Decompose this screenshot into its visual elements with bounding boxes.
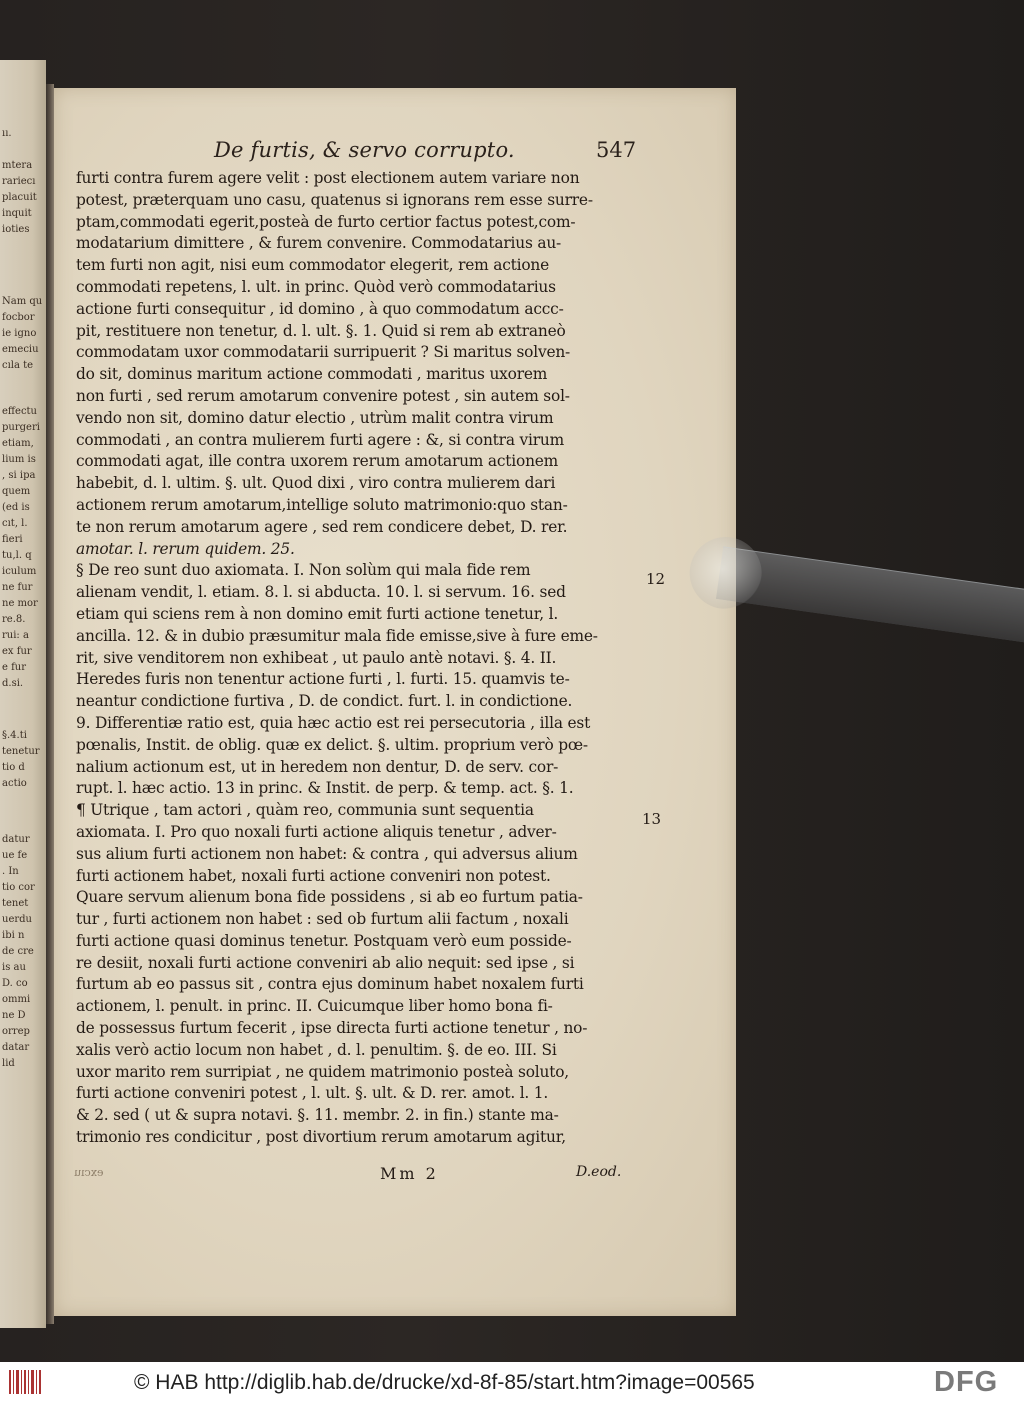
text-line: Heredes furis non tenentur actione furti , l. furti. 15. quamvis te-: [76, 670, 570, 689]
text-line: § De reo sunt duo axiomata. I. Non solùm qui mala fide rem: [76, 561, 531, 580]
running-head: De furtis, & servo corrupto.: [214, 138, 515, 162]
text-line: uxor marito rem surripiat , ne quidem matrimonio posteà soluto,: [76, 1062, 569, 1081]
text-line: re desiit, noxali furti actione conveniri ab alio nequit: sed ipse , si: [76, 953, 575, 972]
text-line: furti actionem habet, noxali furti actione conveniri non potest.: [76, 866, 551, 885]
text-line: ptam,commodati egerit,posteà de furto certior factus potest,com-: [76, 212, 576, 231]
dfg-logo: DFG: [934, 1366, 999, 1398]
text-line: furti actione conveniri potest , l. ult. §. ult. & D. rer. amot. l. 1.: [76, 1084, 549, 1103]
text-line: axiomata. I. Pro quo noxali furti actione aliquis tenetur , adver-: [76, 822, 557, 841]
text-line: amotar. l. rerum quidem. 25.: [76, 539, 295, 558]
show-through-text: excıu: [74, 1166, 104, 1179]
text-line: commodati agat, ille contra uxorem rerum amotarum actionem: [76, 452, 559, 471]
text-line: tur , furti actionem non habet : sed ob furtum alii factum , noxali: [76, 910, 569, 929]
body-text: [76, 168, 642, 1149]
text-line: tem furti non agit, nisi eum commodator elegerit, rem actione: [76, 256, 550, 275]
hab-barcode-icon: [8, 1368, 42, 1396]
text-line: rit, sive venditorem non exhibeat , ut paulo antè notavi. §. 4. II.: [76, 648, 557, 667]
text-line: pœnalis, Instit. de oblig. quæ ex delict. §. ultim. proprium verò pœ-: [76, 735, 588, 754]
text-line: ancilla. 12. & in dubio præsumitur mala fide emisse,sive à fure eme-: [76, 626, 598, 645]
text-line: commodati , an contra mulierem furti agere : &, si contra virum: [76, 430, 564, 449]
text-line: commodati repetens, l. ult. in princ. Quòd verò commodatarius: [76, 277, 556, 296]
copyright-url: © HAB http://diglib.hab.de/drucke/xd-8f-85/start.htm?image=00565: [134, 1371, 755, 1394]
text-line: furti actione quasi dominus tenetur. Postquam verò eum posside-: [76, 931, 572, 950]
text-line: xalis verò actio locum non habet , d. l. penultim. §. de eo. III. Si: [76, 1040, 557, 1059]
text-line: te non rerum amotarum agere , sed rem condicere debet, D. rer.: [76, 517, 568, 536]
text-line: ¶ Utrique , tam actori , quàm reo, communia sunt sequentia: [76, 801, 534, 820]
page-edge: [46, 84, 54, 1324]
text-line: & 2. sed ( ut & supra notavi. §. 11. membr. 2. in fin.) stante ma-: [76, 1106, 559, 1125]
text-line: alienam vendit, l. etiam. 8. l. si abducta. 10. l. si servum. 16. sed: [76, 583, 566, 602]
margin-number: 13: [642, 810, 662, 828]
text-line: non furti , sed rerum amotarum convenire potest , sin autem sol-: [76, 386, 570, 405]
text-line: do sit, dominus maritum actione commodati , maritus uxorem: [76, 365, 548, 384]
text-line: de possessus furtum fecerit , ipse directa furti actione tenetur , no-: [76, 1019, 588, 1038]
text-line: actionem, l. penult. in princ. II. Cuicumque liber homo bona fi-: [76, 997, 553, 1016]
page-number: 547: [596, 138, 637, 162]
text-line: etiam qui sciens rem à non domino emit furti actione tenetur, l.: [76, 604, 559, 623]
text-line: habebit, d. l. ultim. §. ult. Quod dixi , viro contra mulierem dari: [76, 474, 556, 493]
text-line: furti contra furem agere velit : post electionem autem variare non: [76, 169, 580, 187]
text-line: rupt. l. hæc actio. 13 in princ. & Instit. de perp. & temp. act. §. 1.: [76, 779, 574, 798]
text-line: modatarium dimittere , & furem convenire. Commodatarius au-: [76, 234, 562, 253]
footer-bar: [0, 1362, 1024, 1402]
text-line: 9. Differentiæ ratio est, quia hæc actio est rei persecutoria , illa est: [76, 713, 591, 732]
text-line: pit, restituere non tenetur, d. l. ult. §. 1. Quid si rem ab extraneò: [76, 321, 566, 340]
text-line: sus alium furti actionem non habet: & contra , qui adversus alium: [76, 844, 578, 863]
text-line: trimonio res condicitur , post divortium rerum amotarum agitur,: [76, 1128, 566, 1147]
catchword: D.eod.: [576, 1164, 622, 1180]
text-line: potest, præterquam uno casu, quatenus si ignorans rem esse surre-: [76, 190, 593, 209]
previous-page-fragment: ıı. mtera rariecı placuit inquit ioties Nam qu focbor ie igno emeciu cıla te effectu purgeri etiam, lium is , si ipa quem (ed is cıt, l. fieri tu,l. q iculum ne fur ne mor re.8. rui: a ex fur e fur d.si. §.4.ti tenetur tio d actio datur ue fe . In tio cor tenet uerdu ibi n de cre is au D. co ommi ne D orrep datar lid: [0, 60, 46, 1328]
text-line: nalium actionum est, ut in heredem non dentur, D. de serv. cor-: [76, 757, 559, 776]
signature-mark: Mm 2: [380, 1164, 439, 1183]
margin-number: 12: [646, 570, 666, 588]
text-line: commodatam uxor commodatarii surripuerit ? Si maritus solven-: [76, 343, 571, 362]
text-line: actionem rerum amotarum,intellige soluto matrimonio:quo stan-: [76, 495, 568, 514]
text-line: vendo non sit, domino datur electio , utrùm malit contra virum: [76, 408, 554, 427]
text-line: furtum ab eo passus sit , contra ejus dominum habet noxalem furti: [76, 975, 584, 994]
text-line: neantur condictione furtiva , D. de condict. furt. l. in condictione.: [76, 692, 573, 711]
text-line: Quare servum alienum bona fide possidens , si ab eo furtum patia-: [76, 888, 583, 907]
text-line: actione furti consequitur , id domino , à quo commodatum accc-: [76, 299, 564, 318]
